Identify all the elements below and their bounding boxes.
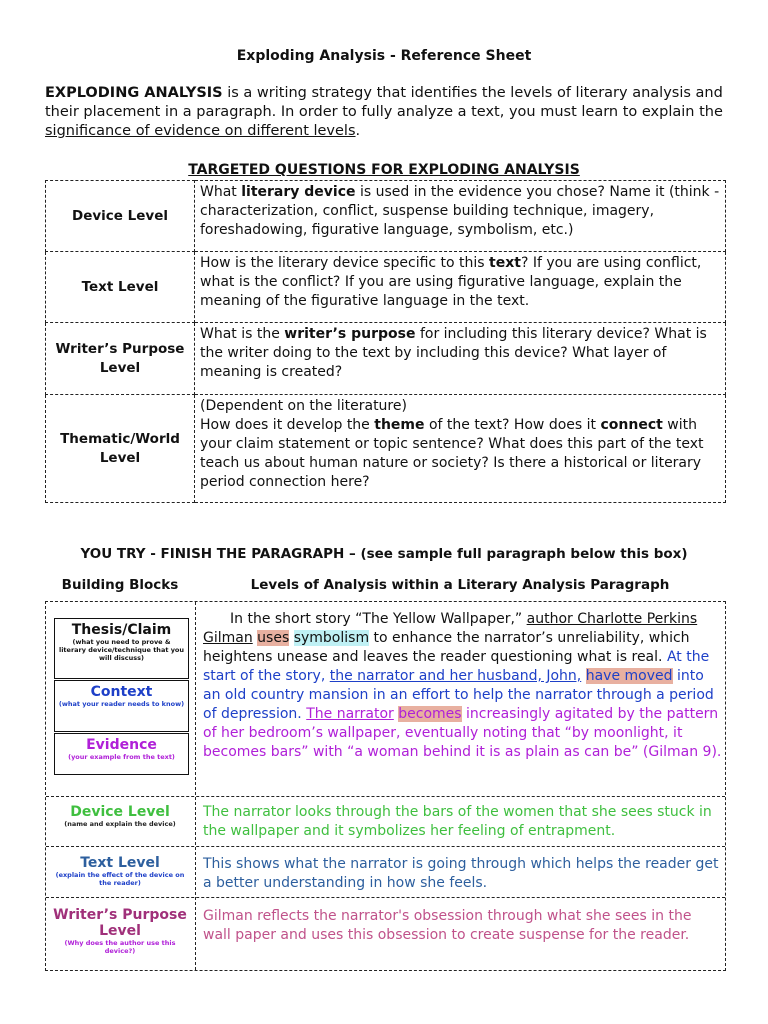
evidence-title: Evidence bbox=[86, 737, 157, 753]
level-label: Text Level bbox=[46, 252, 195, 323]
purpose-level-text: Gilman reflects the narrator's obsession through what she sees in the wall paper and uses this obsession to create suspense for the reader. bbox=[203, 908, 692, 943]
thesis-sub: (what you need to prove & literary device/technique that you will discuss) bbox=[58, 638, 185, 662]
level-label: Writer’s Purpose Level bbox=[46, 323, 195, 395]
building-blocks-heading: Building Blocks bbox=[61, 577, 179, 593]
level-description: What is the writer’s purpose for including this literary device? What is the writer doing to the text by including this device? What layer of meaning is created? bbox=[195, 323, 726, 395]
level-label: Thematic/World Level bbox=[46, 395, 195, 503]
table-row bbox=[46, 252, 726, 323]
row-divider bbox=[46, 897, 725, 898]
sample-paragraph: In the short story “The Yellow Wallpaper,” author Charlotte Perkins Gilman uses symbolism to enhance the narrator’s unreliability, which heightens unease and leaves the reader questioning what is real. At the start of the story, the narrator and her husband, John, have moved into an old country mansion in an effort to help the narrator through a period of depression. The narrator becomes increasingly agitated by the pattern of her bedroom’s wallpaper, eventually noting that “by moonlight, it becomes bars” with “a woman behind it is as plain as can be” (Gilman 9). bbox=[203, 611, 722, 760]
table-row bbox=[46, 323, 726, 395]
you-try-heading: YOU TRY - FINISH THE PARAGRAPH – (see sample full paragraph below this box) bbox=[80, 546, 688, 562]
intro-paragraph bbox=[45, 84, 735, 141]
page-title: Exploding Analysis - Reference Sheet bbox=[236, 48, 532, 64]
targeted-questions-heading: TARGETED QUESTIONS FOR EXPLODING ANALYSIS bbox=[188, 162, 580, 178]
context-title: Context bbox=[90, 684, 153, 700]
intro-text: is a writing strategy that identifies the levels of literary analysis and their placement in a paragraph. In order to fully analyze a text, you must learn to explain the bbox=[45, 85, 723, 120]
level-description: What literary device is used in the evidence you chose? Name it (think - characterization, conflict, suspense building technique, imagery, foreshadowing, figurative language, symbolism, etc.) bbox=[195, 181, 726, 252]
intro-end: . bbox=[355, 123, 361, 139]
levels-heading: Levels of Analysis within a Literary Analysis Paragraph bbox=[250, 577, 670, 593]
table-row bbox=[46, 181, 726, 252]
level-description: How is the literary device specific to this text? If you are using conflict, what is the conflict? If you are using figurative language, explain the meaning of the figurative language in the text. bbox=[195, 252, 726, 323]
thesis-block bbox=[54, 618, 189, 679]
device-level-label: Device Level (name and explain the device) bbox=[64, 804, 176, 828]
thesis-title: Thesis/Claim bbox=[71, 622, 172, 638]
row-divider bbox=[46, 796, 725, 797]
context-block bbox=[54, 680, 189, 732]
context-sub: (what your reader needs to know) bbox=[58, 700, 185, 708]
purpose-level-label: Writer’s Purpose Level (Why does the author use this device?) bbox=[53, 907, 187, 955]
table-row bbox=[46, 395, 726, 503]
device-level-text: The narrator looks through the bars of the women that she sees stuck in the wallpaper and it symbolizes her feeling of entrapment. bbox=[203, 804, 712, 839]
intro-lead: EXPLODING ANALYSIS bbox=[45, 85, 223, 101]
level-description: (Dependent on the literature) How does it develop the theme of the text? How does it connect with your claim statement or topic sentence? What does this part of the text teach us about human nature or society? Is there a historical or literary period connection here? bbox=[195, 395, 726, 503]
column-divider bbox=[195, 602, 196, 970]
level-label: Device Level bbox=[46, 181, 195, 252]
row-divider bbox=[46, 846, 725, 847]
evidence-block bbox=[54, 733, 189, 775]
paragraph-table bbox=[45, 601, 726, 971]
text-level-label: Text Level (explain the effect of the device on the reader) bbox=[55, 855, 185, 887]
targeted-questions-table bbox=[45, 180, 726, 503]
text-level-text: This shows what the narrator is going through which helps the reader get a better understanding in how she feels. bbox=[203, 856, 719, 891]
intro-underlined: significance of evidence on different levels bbox=[45, 123, 356, 139]
evidence-sub: (your example from the text) bbox=[68, 753, 175, 761]
